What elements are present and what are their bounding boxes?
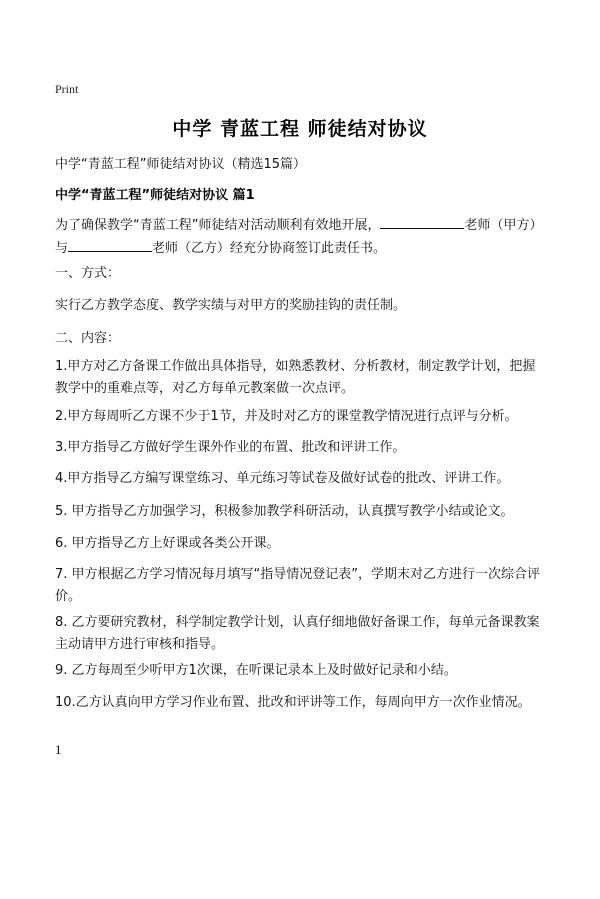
intro-text-part3: 老师（乙方）经充分协商签订此责任书。 [152,241,387,256]
document-subtitle: 中学“青蓝工程”师徒结对协议（精选15篇） [55,157,307,172]
list-item: 8. 乙方要研究教材，科学制定教学计划，认真仔细地做好备课工作，每单元备课教案主动请甲方进行审核和指导。 [55,615,540,652]
intro-paragraph [55,214,547,260]
intro-text-part2: 老师（甲方）与 [55,218,543,256]
list-item: 9. 乙方每周至少听甲方1次课，在听课记录本上及时做好记录和小结。 [55,663,457,678]
apprentice-name-blank [68,237,152,252]
print-label: Print [55,82,79,96]
list-item: 3.甲方指导乙方做好学生课外作业的布置、批改和评讲工作。 [55,440,406,455]
mentor-name-blank [380,214,464,229]
list-item: 7. 甲方根据乙方学习情况每月填写“指导情况登记表”，学期末对乙方进行一次综合评价。 [55,567,541,604]
list-item: 5. 甲方指导乙方加强学习，积极参加教学科研活动，认真撰写教学小结或论文。 [55,504,514,519]
section-heading: 中学“青蓝工程”师徒结对协议 篇1 [55,188,255,203]
intro-text-part1: 为了确保教学“青蓝工程”师徒结对活动顺利有效地开展， [55,218,381,233]
list-item: 4.甲方指导乙方编写课堂练习、单元练习等试卷及做好试卷的批改、评讲工作。 [55,471,510,486]
list-item: 6. 甲方指导乙方上好课或各类公开课。 [55,536,280,551]
content-heading: 二、内容： [55,331,121,346]
page-number: 1 [55,742,62,757]
method-text: 实行乙方教学态度、教学实绩与对甲方的奖励挂钩的责任制。 [55,298,407,313]
method-heading: 一、方式： [55,266,121,281]
document-title: 中学 青蓝工程 师徒结对协议 [172,118,428,140]
list-item: 10.乙方认真向甲方学习作业布置、批改和评讲等工作，每周向甲方一次作业情况。 [55,695,531,710]
list-item: 2.甲方每周听乙方课不少于1节，并及时对乙方的课堂教学情况进行点评与分析。 [55,409,518,424]
list-item: 1.甲方对乙方备课工作做出具体指导，如熟悉教材、分析教材，制定教学计划，把握教学中的重难点等，对乙方每单元教案做一次点评。 [55,359,536,396]
